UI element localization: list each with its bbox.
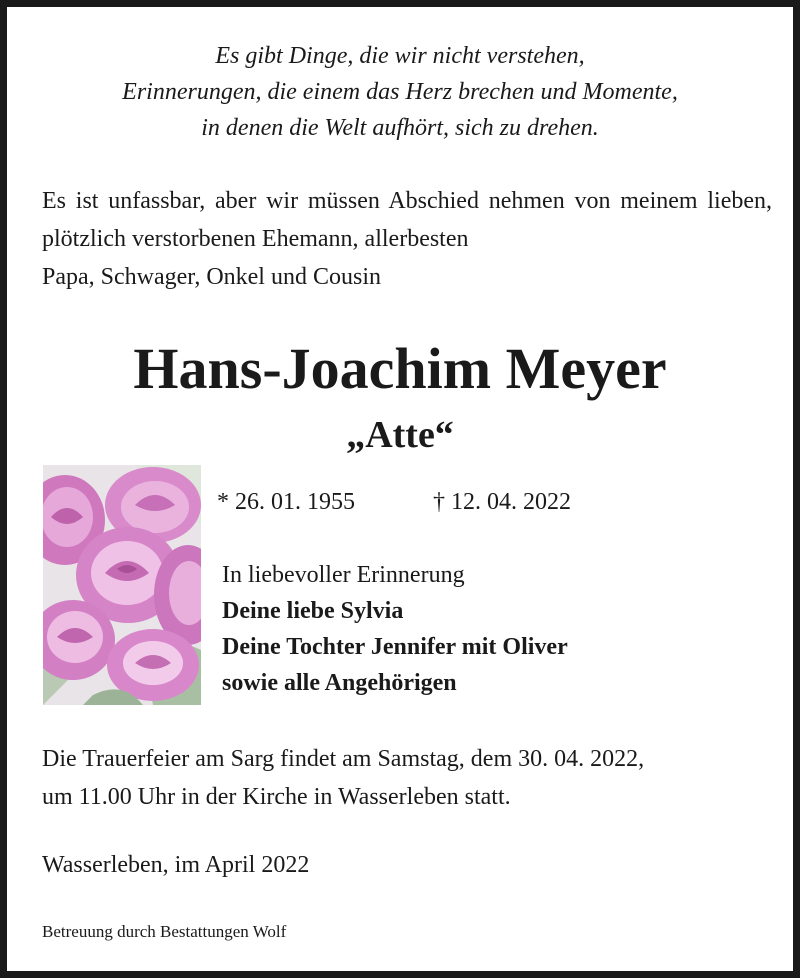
mourner-line-3: sowie alle Angehörigen [222, 670, 457, 696]
service-line-1: Die Trauerfeier am Sarg findet am Samstag, dem 30. 04. 2022, [42, 746, 645, 772]
birth-date: * 26. 01. 1955 [217, 489, 355, 515]
announcement-last-line: Papa, Schwager, Onkel und Cousin [42, 264, 381, 290]
death-date: † 12. 04. 2022 [433, 489, 571, 515]
memorial-quote [7, 38, 793, 146]
mourners-intro: In liebevoller Erinnerung [222, 562, 465, 588]
funeral-home-credit: Betreuung durch Bestattungen Wolf [42, 922, 287, 941]
quote-line-2: Erinnerungen, die einem das Herz brechen und Momente, [122, 79, 678, 105]
pink-roses-image [43, 465, 201, 705]
announcement-text [42, 182, 772, 296]
roses-photo [43, 465, 201, 705]
quote-line-1: Es gibt Dinge, die wir nicht verstehen, [215, 43, 585, 69]
place-and-date: Wasserleben, im April 2022 [42, 852, 310, 878]
mourner-line-1: Deine liebe Sylvia [222, 598, 404, 624]
life-dates [217, 485, 571, 519]
mourners-block [222, 557, 568, 701]
funeral-service-info [42, 740, 782, 816]
announcement-body: Es ist unfassbar, aber wir müssen Abschied nehmen von meinem lieben, plötzlich verstorbenen Ehemann, allerbesten [42, 188, 772, 252]
quote-line-3: in denen die Welt aufhört, sich zu drehen. [201, 115, 599, 141]
mourner-line-2: Deine Tochter Jennifer mit Oliver [222, 634, 568, 660]
service-line-2: um 11.00 Uhr in der Kirche in Wasserleben statt. [42, 784, 511, 810]
deceased-nickname: „Atte“ [346, 414, 454, 456]
deceased-name: Hans-Joachim Meyer [133, 336, 667, 401]
